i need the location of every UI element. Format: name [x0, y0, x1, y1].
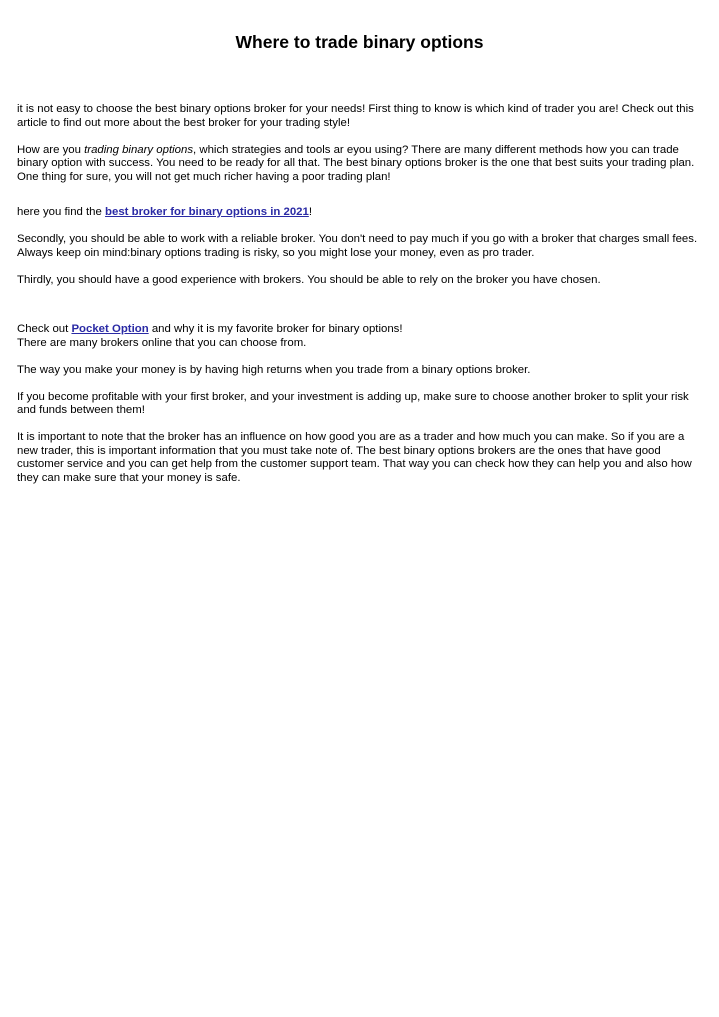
paragraph-intro: it is not easy to choose the best binary options broker for your needs! First thing to know is which kind of trader you are! Check out this article to find out more about the best broker for your trading style! — [17, 103, 694, 129]
paragraph-thirdly: Thirdly, you should have a good experience with brokers. You should be able to rely on the broker you have chosen. — [17, 273, 601, 286]
paragraph-returns: The way you make your money is by having high returns when you trade from a binary options broker. — [17, 363, 531, 376]
paragraph-many-brokers: There are many brokers online that you can choose from. — [17, 336, 307, 349]
paragraph-broker-influence: It is important to note that the broker has an influence on how good you are as a trader and how much you can make. So if you are a new trader, this is important information that you must take note of. The best binary options brokers are the ones that have good customer service and you can get help from the customer support team. That way you can check how they can help you and also how they can make sure that your money is safe. — [17, 431, 692, 484]
paragraph-pocket-option-rest: and why it is my favorite broker for binary options! — [148, 323, 403, 335]
pocket-option-link[interactable]: Pocket Option — [71, 323, 149, 335]
paragraph-trading-plan — [17, 144, 707, 185]
best-broker-link[interactable]: best broker for binary options in 2021 — [105, 206, 309, 218]
paragraph-trading-plan-lead: How are you — [17, 143, 85, 156]
paragraph-pocket-option-lead: Check out — [17, 323, 72, 335]
paragraph-best-broker-end: ! — [308, 206, 313, 218]
page-title: Where to trade binary options — [235, 32, 484, 52]
paragraph-trading-plan-rest: , which strategies and tools ar eyou using? There are many different methods how you can trade binary option with success. You need to be ready for all that. The best binary options broker is the one that best suits your trading plan. One thing for sure, you will not get much richer having a poor trading plan! — [17, 143, 695, 183]
paragraph-best-broker-lead: here you find the — [17, 206, 106, 218]
paragraph-secondly: Secondly, you should be able to work with a reliable broker. You don't need to pay much if you go with a broker that charges small fees. Always keep oin mind:binary options trading is risky, so you might lose your money, even as pro trader. — [17, 233, 698, 259]
article-body — [17, 103, 707, 485]
paragraph-best-broker — [17, 206, 707, 220]
paragraph-pocket-option — [17, 323, 707, 337]
paragraph-split-risk: If you become profitable with your first broker, and your investment is adding up, make sure to choose another broker to split your risk and funds between them! — [17, 390, 689, 416]
trading-binary-options-emphasis: trading binary options — [84, 143, 194, 156]
